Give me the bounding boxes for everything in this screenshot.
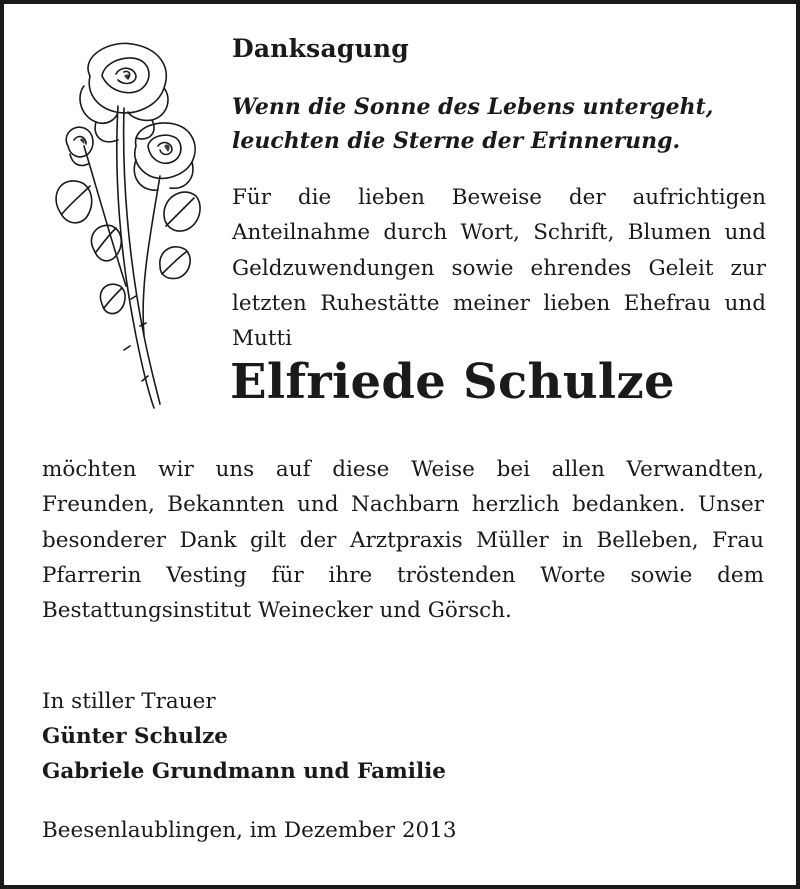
mourner-name-1: Günter Schulze (42, 724, 228, 749)
memorial-motto (232, 90, 772, 158)
motto-line-2: leuchten die Sterne der Erinnerung. (232, 128, 681, 154)
thanks-intro-paragraph: Für die lieben Beweise der aufrichtigen Anteilnahme durch Wort, Schrift, Blumen und Geldzuwendungen sowie ehrendes Geleit zur letzten Ruhestätte meiner lieben Ehefrau und Mutti (232, 185, 766, 352)
signature-block (42, 684, 742, 789)
notice-heading: Danksagung (232, 34, 409, 63)
deceased-name: Elfriede Schulze (230, 354, 675, 410)
rose-illustration-icon (40, 36, 208, 412)
mourner-name-2: Gabriele Grundmann und Familie (42, 759, 446, 784)
place-and-date: Beesenlaublingen, im Dezember 2013 (42, 818, 457, 843)
thanks-body-paragraph: möchten wir uns auf diese Weise bei allen Verwandten, Freunden, Bekannten und Nachbarn herzlich bedanken. Unser besonderer Dank gilt der Arztpraxis Müller in Belleben, Frau Pfarrerin Vesting für ihre tröstenden Worte sowie dem Bestattungsinstitut Weinecker und Görsch. (42, 457, 764, 624)
mourning-phrase: In stiller Trauer (42, 689, 216, 714)
motto-line-1: Wenn die Sonne des Lebens untergeht, (232, 94, 714, 120)
